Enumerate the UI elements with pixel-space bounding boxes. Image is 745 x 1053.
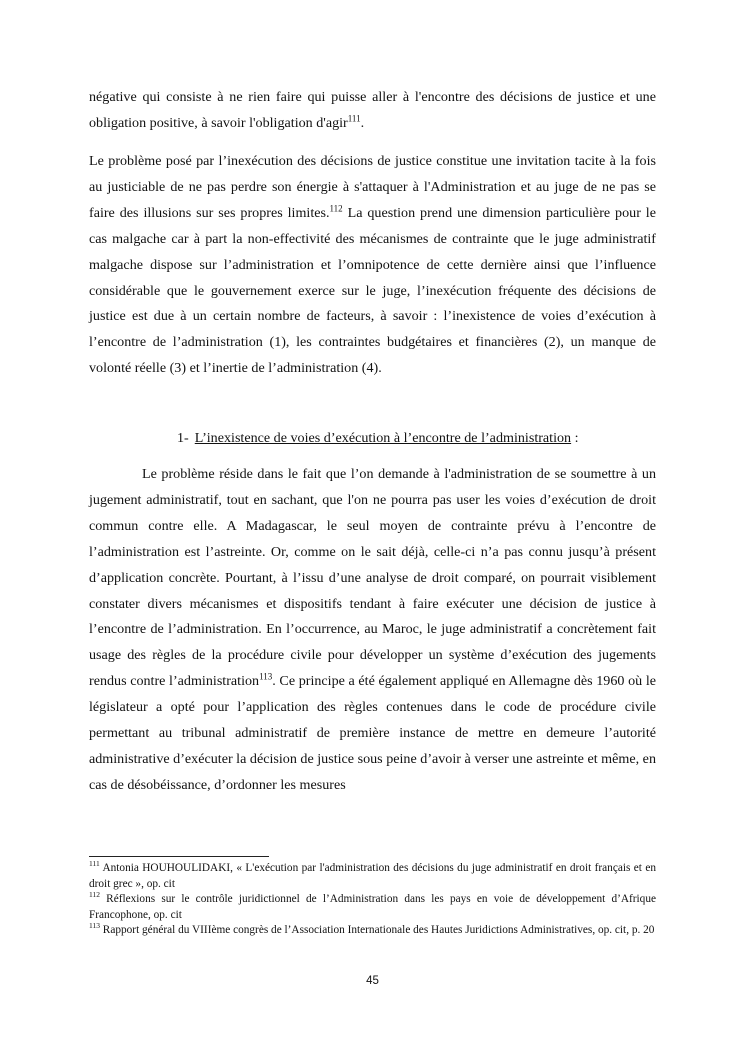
footnote-number: 111: [89, 859, 100, 869]
page-number: 45: [366, 975, 379, 987]
footnote-ref-113[interactable]: 113: [259, 671, 273, 682]
paragraph-text-a: Le problème posé par l’inexécution des décisions de justice constitue une invitation tacite à la fois au justiciable de ne pas perdre son énergie à s'attaquer à l'Administration et au juge de ne pas se faire des illusions sur ses propres limites.: [89, 153, 656, 221]
paragraph-section-body: [89, 462, 656, 799]
footnote-text: Réflexions sur le contrôle juridictionnel de l’Administration dans les pays en voie de développement d’Afrique Francophone, op. cit: [89, 893, 656, 921]
paragraph-text-b: La question prend une dimension particulière pour le cas malgache car à part la non-effectivité des mécanismes de contrainte que le juge administratif malgache dispose sur l’administration et l’omnipotence de cette dernière ainsi que l’influence considérable que le gouvernement exerce sur le juge, l’inexécution fréquente des décisions de justice est due à un certain nombre de facteurs, à savoir : l’inexistence de voies d’exécution à l’encontre de l’administration (1), les contraintes budgétaires et financières (2), un manque de volonté réelle (3) et l’inertie de l’administration (4).: [89, 204, 656, 377]
paragraph-text-b: . Ce principe a été également appliqué en Allemagne dès 1960 où le législateur a opté pour l’application des règles contenues dans le code de procédure civile permettant au tribunal administratif de première instance de mettre en demeure l’autorité administrative d’exécuter la décision de justice sous peine d’avoir à verser une astreinte et même, en cas de désobéissance, d’ordonner les mesures: [89, 673, 656, 793]
footnote-112: [89, 892, 656, 923]
footnote-number: 113: [89, 921, 100, 931]
section-heading: [177, 426, 579, 452]
footnote-number: 112: [89, 890, 100, 900]
section-suffix: :: [571, 430, 579, 446]
footnotes-list: [89, 861, 656, 939]
footnote-text: Antonia HOUHOULIDAKI, « L'exécution par l'administration des décisions du juge administratif en droit français et en droit grec », op. cit: [89, 862, 656, 890]
section-title: L’inexistence de voies d’exécution à l’encontre de l’administration: [194, 430, 572, 446]
footnote-text: Rapport général du VIIIème congrès de l’Association Internationale des Hautes Juridictions Administratives, op. cit, p. 20: [99, 924, 655, 936]
paragraph-problem: [89, 149, 656, 382]
footnote-ref-111[interactable]: 111: [347, 113, 361, 124]
paragraph-continuation: [89, 85, 656, 137]
footnote-113: [89, 923, 656, 939]
paragraph-end: .: [360, 114, 365, 131]
footnote-separator: [89, 856, 269, 857]
footnote-111: [89, 861, 656, 892]
section-number: 1-: [177, 430, 189, 446]
paragraph-text: négative qui consiste à ne rien faire qui puisse aller à l'encontre des décisions de justice et une obligation positive, à savoir l'obligation d'agir: [89, 89, 656, 131]
footnote-ref-112[interactable]: 112: [329, 203, 343, 214]
paragraph-text-a: Le problème réside dans le fait que l’on demande à l'administration de se soumettre à un jugement administratif, tout en sachant, que l'on ne pourra pas user les voies d’exécution de droit commun contre elle. A Madagascar, le seul moyen de contrainte prévu à l’encontre de l’administration est l’astreinte. Or, comme on le sait déjà, celle-ci n’a pas connu jusqu’à présent d’application concrète. Pourtant, à l’issu d’une analyse de droit comparé, on pourrait visiblement constater divers mécanismes et dispositifs tendant à faire exécuter une décision de justice à l’encontre de l’administration. En l’occurrence, au Maroc, le juge administratif a concrètement fait usage des règles de la procédure civile pour développer un système d’exécution des jugements rendus contre l’administration: [89, 466, 656, 690]
